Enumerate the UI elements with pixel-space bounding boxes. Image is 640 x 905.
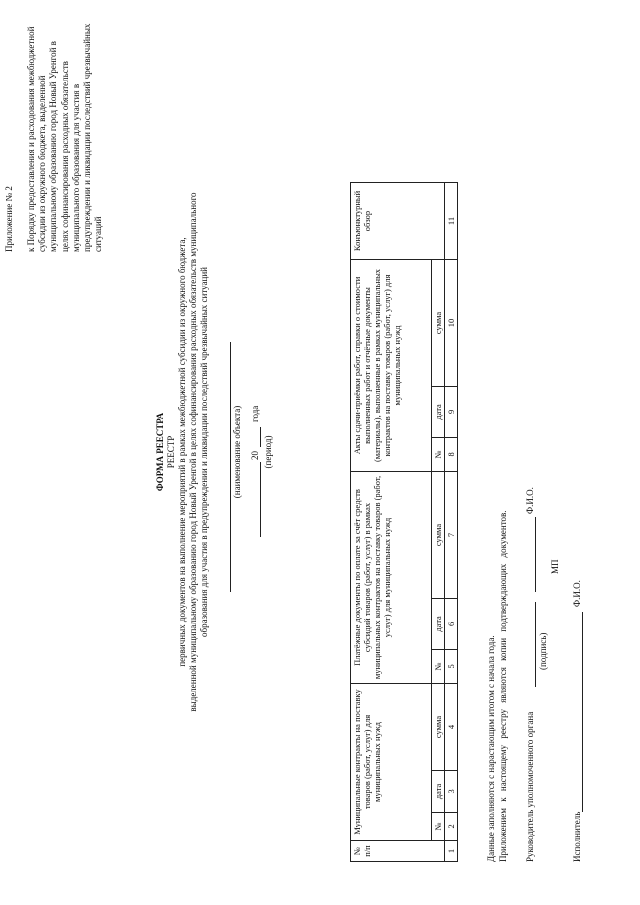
year-suffix: года — [250, 405, 260, 422]
period-underline-right — [260, 427, 261, 447]
col-number: 1 — [445, 841, 458, 862]
col-number: 3 — [445, 771, 458, 813]
registry-line-2: выделенной муниципальному образованию город Новый Уренгой в целях софинансирования расходных обязательств муниципального — [188, 192, 198, 712]
table-row — [445, 183, 458, 862]
col-number: 10 — [445, 260, 458, 387]
footer-note-2: Приложением к настоящему реестру являются копии подтверждающих документов. — [498, 510, 508, 862]
period-caption: (период) — [263, 435, 273, 469]
head-fio: Ф.И.О. — [525, 487, 535, 514]
stamp-mp: МП — [550, 559, 560, 574]
head-label: Руководитель уполномоченного органа — [525, 711, 535, 862]
object-caption: (наименование объекта) — [232, 405, 242, 499]
object-underline — [230, 342, 231, 592]
col-number: 11 — [445, 183, 458, 260]
year-prefix: 20 — [250, 451, 260, 460]
col-number: 9 — [445, 387, 458, 438]
appendix-block — [4, 17, 104, 252]
sub-no-2: № — [432, 649, 445, 683]
fio-line — [535, 517, 536, 592]
sub-sum-2: сумма — [432, 472, 445, 599]
document-page — [4, 12, 620, 892]
sub-sum-1: сумма — [432, 684, 445, 771]
sub-date-2: дата — [432, 599, 445, 650]
sub-sum-3: сумма — [432, 260, 445, 387]
executor-label: Исполнитель — [572, 811, 582, 862]
col-number: 6 — [445, 599, 458, 650]
header-num: № п/п — [351, 841, 445, 862]
sub-no-1: № — [432, 812, 445, 840]
period-underline-left — [260, 462, 261, 537]
sub-date-1: дата — [432, 771, 445, 813]
executor-fio: Ф.И.О. — [572, 580, 582, 607]
col-number: 7 — [445, 472, 458, 599]
appendix-number: Приложение № 2 — [4, 186, 14, 252]
col-number: 8 — [445, 437, 458, 471]
executor-line — [582, 612, 583, 812]
signature-caption: (подпись) — [538, 632, 548, 670]
registry-line-1: первичных документов на выполнение мероприятий в рамках межбюджетной субсидии из окружного бюджета, — [177, 237, 187, 667]
registry-line-3: образования для участия в предупреждении и ликвидации последствий чрезвычайных ситуаций — [199, 267, 209, 637]
registry-table — [350, 182, 458, 862]
header-review: Конъюнктурный обзор — [351, 183, 445, 260]
col-number: 5 — [445, 649, 458, 683]
registry-title: РЕЕСТР — [166, 435, 176, 469]
form-title: ФОРМА РЕЕСТРА — [155, 412, 165, 492]
sub-no-3: № — [432, 437, 445, 471]
sub-date-3: дата — [432, 387, 445, 438]
col-number: 2 — [445, 812, 458, 840]
header-acts: Акты сдачи-приёмки работ, справки о стоимости выполненных работ и отчётные документы (материалы), выполненные в рамках муниципальных контрактов на поставку товаров (работ, услуг) для муниципальных нужд — [351, 260, 432, 472]
appendix-text: к Порядку предоставления и расходования межбюджетной субсидии из окружного бюджета, выделенной муниципальному образованию город Новый Уренгой в целях софинансирования расходных обязательств муниципального образования для участия в предупреждении и ликвидации последствий чрезвычайных ситуаций — [26, 23, 104, 252]
footer-note-1: Данные заполняются с нарастающим итогом с начала года. — [486, 635, 496, 862]
header-contracts: Муниципальные контракты на поставку товаров (работ, услуг) для муниципальных нужд — [351, 684, 432, 841]
signature-line — [535, 602, 536, 687]
header-payments: Платёжные документы по оплате за счёт средств субсидий товаров (работ, услуг) в рамках муниципальных контрактов на поставку товаров (работ, услуг) для муниципальных нужд — [351, 472, 432, 684]
col-number: 4 — [445, 684, 458, 771]
